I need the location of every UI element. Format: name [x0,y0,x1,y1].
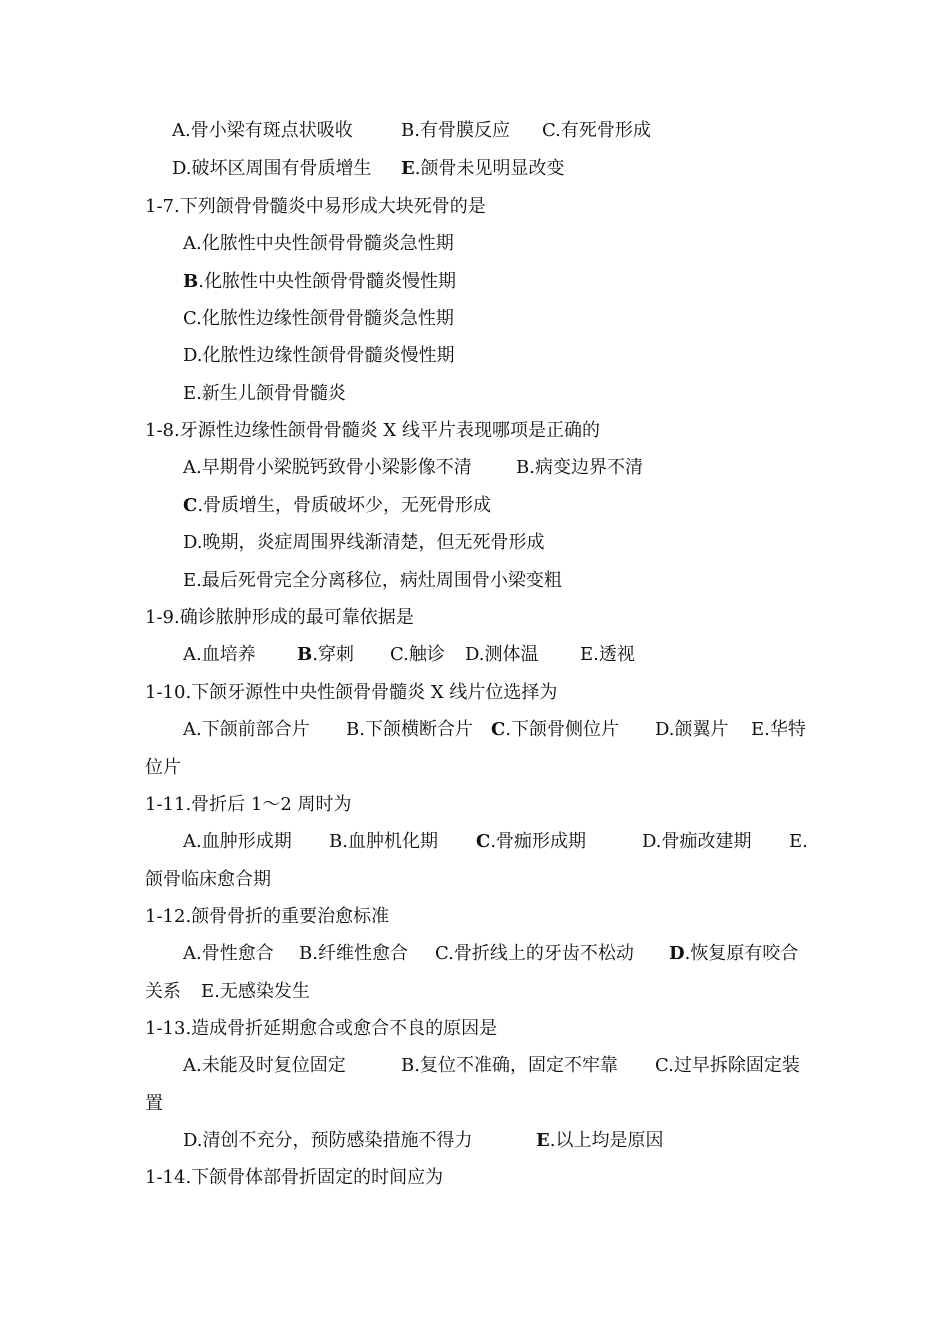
option-a: A.骨性愈合 [183,943,274,964]
question-1-12: 1-12.颌骨骨折的重要治愈标准 [145,906,390,927]
option-continuation: 关系 [145,981,181,1002]
option-b: B.病变边界不清 [516,457,643,478]
option-continuation: 位片 [145,757,181,778]
option-e: E.无感染发生 [201,981,310,1002]
option-a: A.血肿形成期 [183,831,292,852]
option-e: E.透视 [580,644,635,665]
question-1-14: 1-14.下颌骨体部骨折固定的时间应为 [145,1167,444,1188]
option-c: C.触诊 [390,644,445,665]
option-d: D.破坏区周围有骨质增生 [172,158,372,179]
option-a: A.未能及时复位固定 [183,1055,346,1076]
option-b: B.复位不准确，固定不牢靠 [401,1055,618,1076]
option-a: A.血培养 [183,644,256,665]
option-e: E.新生儿颌骨骨髓炎 [183,383,346,404]
question-1-10: 1-10.下颌牙源性中央性颌骨骨髓炎 X 线片位选择为 [145,682,558,703]
option-b: B.纤维性愈合 [299,943,408,964]
question-1-9: 1-9.确诊脓肿形成的最可靠依据是 [145,607,414,628]
option-e: E.华特 [751,719,806,740]
option-d: D.测体温 [465,644,539,665]
option-c: C.下颌骨侧位片 [491,719,620,740]
option-a: A.骨小梁有斑点状吸收 [172,120,353,141]
option-e: E.以上均是原因 [536,1130,664,1151]
option-e: E. [789,831,808,852]
option-e: E.最后死骨完全分离移位，病灶周围骨小梁变粗 [183,570,562,591]
option-a: A.化脓性中央性颌骨骨髓炎急性期 [183,233,454,254]
option-c: C.骨质增生，骨质破坏少，无死骨形成 [183,495,492,516]
option-d: D.骨痂改建期 [642,831,752,852]
question-1-8: 1-8.牙源性边缘性颌骨骨髓炎 X 线平片表现哪项是正确的 [145,420,600,441]
option-e: E.颌骨未见明显改变 [401,158,565,179]
option-b: B.有骨膜反应 [401,120,510,141]
option-c: C.有死骨形成 [542,120,651,141]
option-continuation: 置 [145,1093,163,1114]
option-continuation: 颌骨临床愈合期 [145,869,271,890]
option-d: D.颌翼片 [655,719,729,740]
option-c: C.化脓性边缘性颌骨骨髓炎急性期 [183,308,454,329]
option-a: A.早期骨小梁脱钙致骨小梁影像不清 [183,457,472,478]
option-d: D.化脓性边缘性颌骨骨髓炎慢性期 [183,345,455,366]
option-b: B.血肿机化期 [329,831,438,852]
question-1-13: 1-13.造成骨折延期愈合或愈合不良的原因是 [145,1018,498,1039]
option-d: D.清创不充分，预防感染措施不得力 [183,1130,473,1151]
option-c: C.骨折线上的牙齿不松动 [435,943,634,964]
question-1-7: 1-7.下列颌骨骨髓炎中易形成大块死骨的是 [145,196,486,217]
option-c: C.过早拆除固定装 [655,1055,800,1076]
option-b: B.化脓性中央性颌骨骨髓炎慢性期 [183,271,456,292]
option-c: C.骨痂形成期 [476,831,587,852]
option-b: B.穿刺 [297,644,354,665]
question-1-11: 1-11.骨折后 1～2 周时为 [145,794,352,815]
option-b: B.下颌横断合片 [346,719,473,740]
option-d: D.晚期，炎症周围界线渐清楚，但无死骨形成 [183,532,545,553]
option-d: D.恢复原有咬合 [669,943,799,964]
option-a: A.下颌前部合片 [183,719,310,740]
